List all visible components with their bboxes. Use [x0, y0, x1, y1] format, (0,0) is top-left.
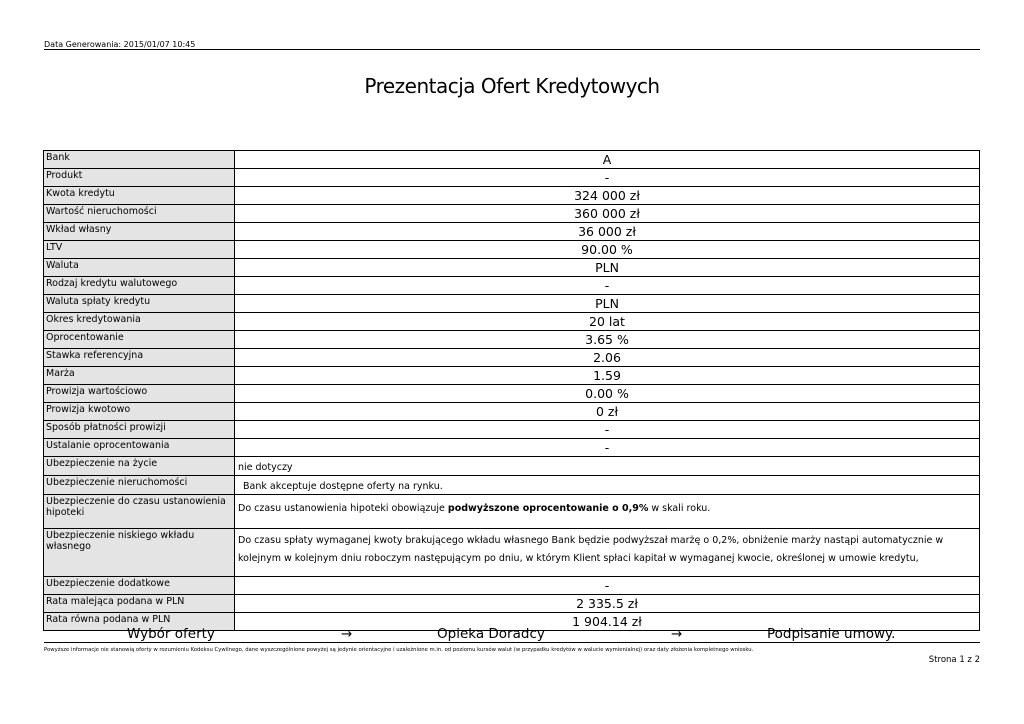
table-row [44, 385, 980, 403]
row-label: Ubezpieczenie do czasu ustanowienia hipoteki [44, 495, 235, 529]
table-row [44, 439, 980, 457]
row-value: 324 000 zł [235, 187, 980, 205]
row-value: 2 335.5 zł [235, 595, 980, 613]
mortgage-insurance-row [44, 495, 980, 529]
row-value: - [235, 169, 980, 187]
row-label: Oprocentowanie [44, 331, 235, 349]
row-label: Okres kredytowania [44, 313, 235, 331]
table-row [44, 151, 980, 169]
table-row [44, 187, 980, 205]
table-row [44, 349, 980, 367]
row-value: 0 zł [235, 403, 980, 421]
row-label: Prowizja kwotowo [44, 403, 235, 421]
row-label: Produkt [44, 169, 235, 187]
row-label: Ubezpieczenie niskiego wkładu własnego [44, 529, 235, 577]
mortgage-text-highlight: podwyższone oprocentowanie o 0,9% [447, 503, 649, 514]
row-value: 1 904.14 zł [235, 613, 980, 631]
step-advisor-care: Opieka Doradcy [437, 626, 545, 642]
disclaimer: Powyższe informacje nie stanowią oferty w rozumieniu Kodeksu Cywilnego, dane wyszczególnione powyżej są jedynie orientacyjne i uzależnione m.in. od poziomu kursów walut (w przypadku kredytów w walucie wymienialnej) oraz daty złożenia kompletnego wniosku. [44, 647, 754, 653]
row-value [235, 495, 980, 529]
footer-divider [44, 642, 980, 643]
row-label: LTV [44, 241, 235, 259]
page-title: Prezentacja Ofert Kredytowych [364, 74, 660, 98]
row-label: Wartość nieruchomości [44, 205, 235, 223]
row-value: Do czasu spłaty wymaganej kwoty brakującego wkładu własnego Bank będzie podwyższał marżę o 0,2%, obniżenie marży nastąpi automatycznie w kolejnym w kolejnym dniu roboczym następującym po dniu, w którym Klient spłaci kapitał w wymaganej kwocie, określonej w umowie kredytu, [235, 529, 980, 577]
row-value: 90.00 % [235, 241, 980, 259]
row-value: nie dotyczy [235, 457, 980, 476]
offer-table [43, 150, 980, 631]
table-row [44, 313, 980, 331]
step-contract-signing: Podpisanie umowy. [767, 626, 896, 642]
additional-insurance-row [44, 577, 980, 595]
header-divider [44, 49, 980, 50]
table-row [44, 169, 980, 187]
step-offer-selection: Wybór oferty [127, 626, 215, 642]
row-label: Ubezpieczenie nieruchomości [44, 476, 235, 495]
row-value: A [235, 151, 980, 169]
row-value: PLN [235, 295, 980, 313]
row-label: Stawka referencyjna [44, 349, 235, 367]
table-row [44, 331, 980, 349]
table-row [44, 205, 980, 223]
row-label: Ubezpieczenie na życie [44, 457, 235, 476]
row-label: Marża [44, 367, 235, 385]
low-downpayment-insurance-row [44, 529, 980, 577]
row-value: 0.00 % [235, 385, 980, 403]
arrow-icon: → [671, 626, 683, 642]
mortgage-text-prefix: Do czasu ustanowienia hipoteki obowiązuje [238, 503, 448, 514]
mortgage-text-suffix: w skali roku. [648, 503, 711, 514]
table-row [44, 241, 980, 259]
table-row [44, 223, 980, 241]
process-steps [44, 626, 980, 642]
row-value: 20 lat [235, 313, 980, 331]
row-label: Rodzaj kredytu walutowego [44, 277, 235, 295]
row-value: - [235, 577, 980, 595]
table-row [44, 421, 980, 439]
row-value: 2.06 [235, 349, 980, 367]
row-label: Rata równa podana w PLN [44, 613, 235, 631]
row-value: 1.59 [235, 367, 980, 385]
row-value: Bank akceptuje dostępne oferty na rynku. [235, 476, 980, 495]
table-row [44, 403, 980, 421]
row-value: - [235, 439, 980, 457]
table-row [44, 259, 980, 277]
row-label: Sposób płatności prowizji [44, 421, 235, 439]
row-value: - [235, 421, 980, 439]
row-label: Prowizja wartościowo [44, 385, 235, 403]
row-label: Kwota kredytu [44, 187, 235, 205]
table-row [44, 277, 980, 295]
row-value: PLN [235, 259, 980, 277]
installment-row [44, 595, 980, 613]
row-label: Ustalanie oprocentowania [44, 439, 235, 457]
life-insurance-row [44, 457, 980, 476]
arrow-icon: → [341, 626, 353, 642]
row-label: Bank [44, 151, 235, 169]
row-value: 360 000 zł [235, 205, 980, 223]
row-value: 36 000 zł [235, 223, 980, 241]
row-label: Wkład własny [44, 223, 235, 241]
row-label: Waluta [44, 259, 235, 277]
row-value: 3.65 % [235, 331, 980, 349]
page-number: Strona 1 z 2 [928, 655, 980, 665]
row-label: Waluta spłaty kredytu [44, 295, 235, 313]
row-value: - [235, 277, 980, 295]
row-label: Rata malejąca podana w PLN [44, 595, 235, 613]
property-insurance-row [44, 476, 980, 495]
generation-date: Data Generowania: 2015/01/07 10:45 [44, 40, 196, 49]
row-label: Ubezpieczenie dodatkowe [44, 577, 235, 595]
table-row [44, 295, 980, 313]
table-row [44, 367, 980, 385]
